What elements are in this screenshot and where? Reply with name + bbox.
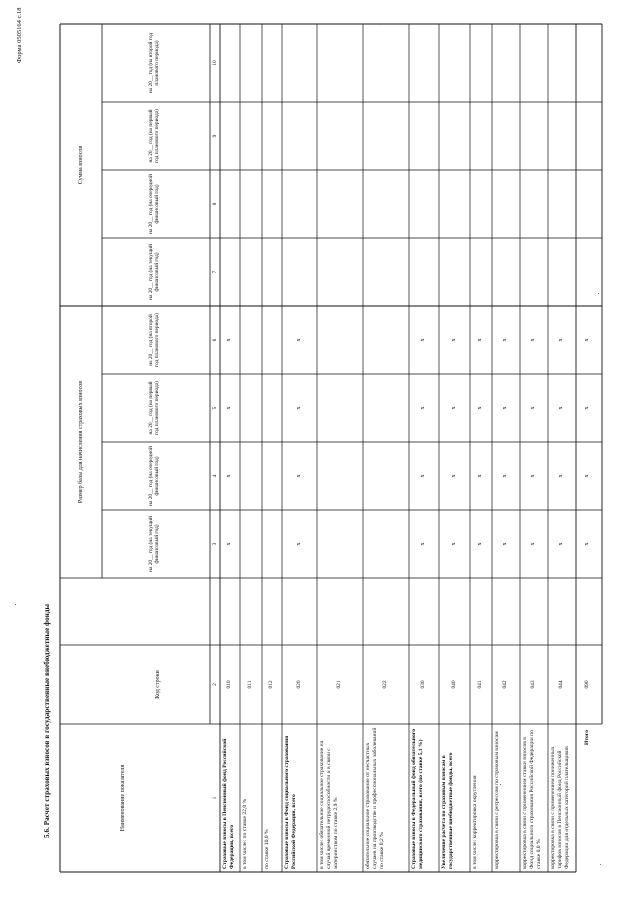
x-mark: x [530,542,536,546]
period-header: на 20__ год (на текущий финансовый год) [148,244,161,300]
x-mark: x [295,474,302,478]
row-code: 044 [558,680,564,689]
x-mark: x [584,542,590,546]
period-header: на 20__ год (на второй год планового периода) [148,313,161,367]
section-title: 5.6. Расчет страховых взносов в государственные внебюджетные фонды [43,603,51,838]
row-label: корректировка в связи с применением пониженных тарифов взносов в Пенсионный фонд Российской Федерации для отдельных категорий плательщиков [550,746,570,869]
row-label: Увеличение расчета по страховым взносам в государственные внебюджетные фонды, всего [441,752,454,869]
scan-speck [598,293,599,294]
column-number: 10 [212,60,218,66]
x-mark: x [584,406,590,410]
x-mark: x [477,474,483,478]
x-mark: x [530,406,536,410]
row-label: по ставке 10,0 % [264,829,270,869]
x-mark: x [420,338,426,342]
period-header: на 20__ год (на текущий финансовый год) [148,516,161,572]
column-number: 5 [212,406,218,410]
scan-speck [600,864,601,865]
row-label: обязательное социальное страхование от несчастных случаев на производстве и профессиональных заболеваний по ставке 0,2 % [365,727,385,869]
scan-speck [15,604,16,605]
row-label: в том числе: корректировка округления [472,775,478,869]
row-label: корректировка в связи с применением ставки взносов в Фонд социального страхования Российской Федерации по ставке 0,0 % [522,730,542,869]
column-number: 1 [212,796,218,800]
row-code: 010 [226,680,232,689]
x-mark: x [450,542,457,546]
sum-group-header: Сумма взносов [78,145,84,185]
base-group-header: Размер базы для начисления страховых взносов [78,380,84,504]
row-label: Страховые взносы в Пенсионный фонд Российской Федерации, всего [222,738,235,869]
period-header: на 20__ год (на очередной финансовый год) [148,446,161,506]
row-code: 043 [530,680,536,689]
x-mark: x [420,542,426,546]
row-code: 012 [268,680,274,689]
x-mark: x [477,542,483,546]
indicator-header: Наименование показателя [120,764,126,832]
x-mark: x [502,338,508,342]
column-number: 4 [212,474,218,478]
x-mark: x [558,406,564,410]
x-mark: x [450,474,457,478]
x-mark: x [530,474,536,478]
x-mark: x [295,542,302,546]
row-code: 020 [295,680,302,689]
x-mark: x [558,542,564,546]
x-mark: x [420,474,426,478]
x-mark: x [295,406,302,410]
row-code: 041 [477,680,483,689]
column-number: 3 [212,542,218,546]
column-number: 8 [212,202,218,206]
row-label: в том числе: по ставке 22,0 % [242,798,248,869]
total-code: 090 [584,680,590,689]
column-number: 6 [212,338,218,342]
x-mark: x [226,338,232,342]
code-header: Код строки [155,670,161,699]
row-code: 021 [336,680,342,689]
period-header: на 20__ год (на второй год планового периода) [148,32,161,94]
x-mark: x [584,474,590,478]
x-mark: x [226,406,232,410]
row-label: Страховые взносы в Фонд социального страхования Российской Федерации, всего [284,735,297,869]
column-number: 2 [212,683,218,686]
x-mark: x [295,338,302,342]
period-header: на 20__ год (на очередной финансовый год) [148,174,161,234]
x-mark: x [584,338,590,342]
row-code: 040 [450,680,457,689]
row-label: в том числе: обязательное социальное страхование на случай временной нетрудоспособности и в связи с материнством по ставке 2,9 % [319,740,339,869]
x-mark: x [226,474,232,478]
x-mark: x [502,542,508,546]
x-mark: x [450,406,457,410]
column-number: 7 [212,270,218,274]
x-mark: x [477,338,483,342]
row-label: Страховые взносы в Федеральный фонд обязательного медицинского страхования, всего (по ставке 5,1 %) [411,729,424,869]
row-code: 042 [502,680,508,689]
form-code: Форма 0505164 с.18 [16,7,23,63]
x-mark: x [420,406,426,410]
scan-speck [380,24,381,25]
row-label: корректировка в связи с ретрессом по страховым взносам [494,731,500,869]
contributions-table [60,1,638,872]
period-header: на 20__ год (на первый год планового периода) [148,381,161,435]
x-mark: x [502,474,508,478]
scan-speck [500,784,501,785]
total-label: Итого [584,730,590,746]
row-code: 030 [420,680,426,689]
x-mark: x [226,542,232,546]
column-number: 9 [212,134,218,138]
x-mark: x [558,338,564,342]
x-mark: x [450,338,457,342]
row-code: 011 [247,680,253,689]
period-header: на 20__ год (на первый год планового периода) [148,109,161,163]
x-mark: x [477,406,483,410]
x-mark: x [502,406,508,410]
row-code: 022 [382,680,388,689]
x-mark: x [530,338,536,342]
x-mark: x [558,474,564,478]
